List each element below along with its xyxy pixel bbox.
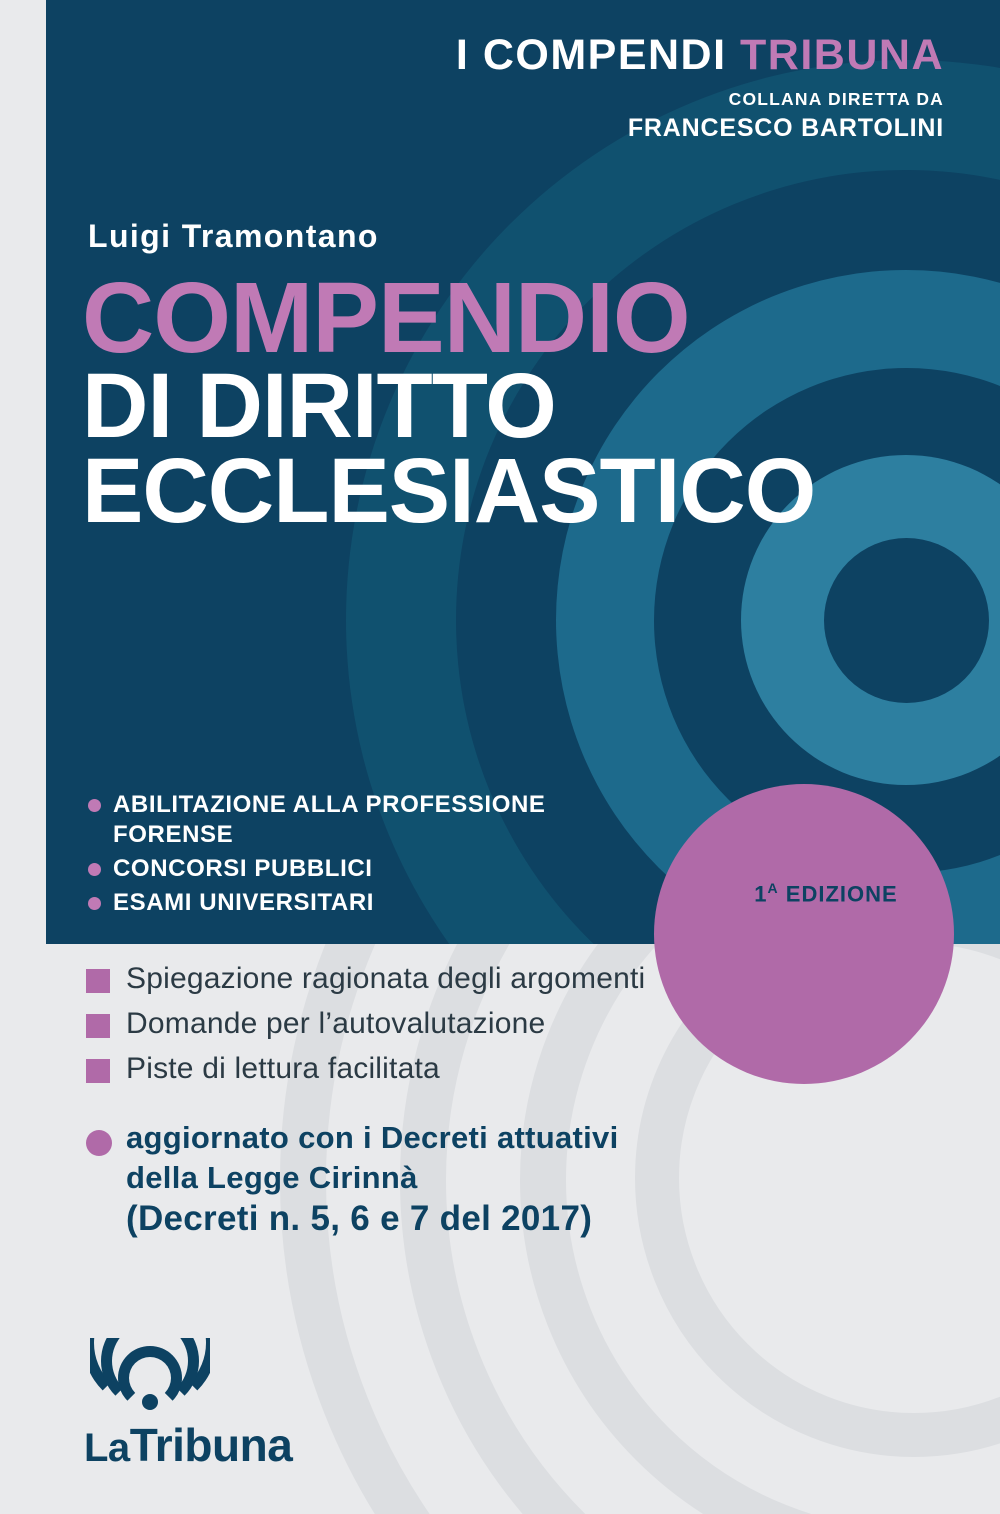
list-item [88,888,583,918]
list-item [88,854,583,884]
latribuna-arc-icon [90,1338,210,1410]
series-header [455,31,944,142]
bullet-square-icon [86,969,110,993]
edition-number: 1 [754,881,768,907]
publisher-logo [84,1338,324,1472]
title-line-3: ECCLESIASTICO [82,439,816,542]
list-item [86,1007,645,1041]
list-item-label: Piste di lettura facilitata [126,1052,440,1085]
target-audience-list [88,790,583,922]
edition-ordinal-suffix: A [767,880,779,896]
title-line-1: COMPENDIO [82,262,690,374]
list-item [86,1052,645,1086]
publisher-name [84,1418,324,1472]
list-item [86,962,645,996]
bullet-square-icon [86,1059,110,1083]
publisher-name-main: Tribuna [129,1419,293,1471]
list-item-label: Domande per l’autovalutazione [126,1007,546,1040]
list-item [88,790,583,850]
list-item-label: CONCORSI PUBBLICI [113,855,373,882]
publisher-name-prefix: La [84,1426,130,1470]
series-subtitle-line1: COLLANA DIRETTA DA [728,89,944,109]
features-list [86,962,645,1097]
series-title-part2: TRIBUNA [740,31,944,79]
series-title [455,31,944,79]
update-note-line-3: (Decreti n. 5, 6 e 7 del 2017) [126,1199,593,1239]
bullet-square-icon [86,1014,110,1038]
update-note-text [126,1118,619,1242]
list-item-label: ESAMI UNIVERSITARI [113,889,375,916]
bullet-dot-icon [88,897,101,910]
update-note [86,1118,619,1242]
edition-badge-label [736,880,916,907]
series-subtitle-line2: FRANCESCO BARTOLINI [627,113,944,142]
author-name: Luigi Tramontano [88,218,379,254]
bullet-dot-icon [86,1130,112,1156]
page-title [82,262,816,542]
update-note-line-2: della Legge Cirinnà [126,1159,418,1195]
bullet-dot-icon [88,863,101,876]
edition-badge-circle [654,784,954,1084]
series-title-part1: I COMPENDI [455,31,727,79]
bullet-dot-icon [88,799,101,812]
list-item-label: Spiegazione ragionata degli argomenti [126,962,646,995]
title-line-2: DI DIRITTO [82,355,556,457]
list-item-label: ABILITAZIONE ALLA PROFESSIONE FORENSE [113,791,546,848]
edition-word: EDIZIONE [785,881,898,907]
decorative-ring-6 [824,538,989,703]
update-note-line-1: aggiornato con i Decreti attuativi [126,1120,619,1155]
logo-arc-core [142,1394,158,1410]
